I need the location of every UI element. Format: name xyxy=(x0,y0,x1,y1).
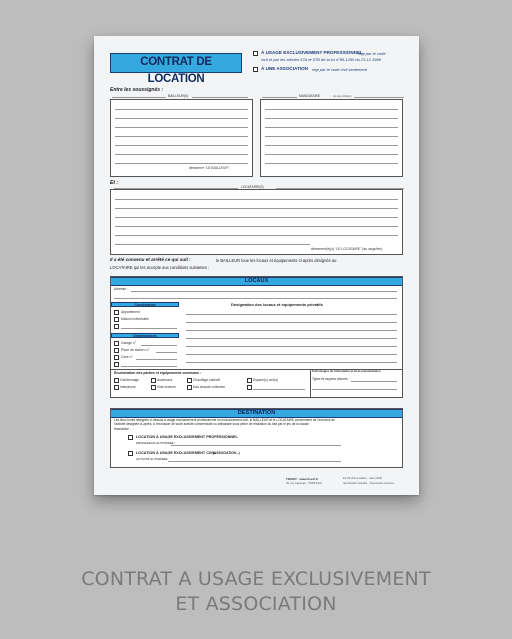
commun-eau-chaude: Eau chaude collective xyxy=(193,384,226,389)
footer-reference: EC 09 (7ème édition - mars 2024) xyxy=(343,477,383,480)
consistance-appartement-checkbox[interactable] xyxy=(114,310,119,315)
consistance-other-checkbox[interactable] xyxy=(114,324,119,329)
contract-title: CONTRAT DE LOCATION xyxy=(140,56,212,85)
destination-text-1: Les lieux loués désignés ci-dessus à usage exclusivement professionnel ou exclusivement civil, le BAILLEUR et le LOCATAIRE conviennent de l'exercice de xyxy=(114,417,335,422)
footer-address: 36, rue Lagrange · 75005 Paris xyxy=(286,482,322,485)
espaces-verts-checkbox[interactable] xyxy=(247,378,252,383)
destination-text-3: résolutoire : xyxy=(114,426,131,431)
locaux-section xyxy=(110,276,403,398)
contract-title-box xyxy=(110,53,242,85)
consistance-maison: Maison individuelle xyxy=(121,316,149,321)
option-professionnel-law: civil et par les articles 57A et 57B de la loi n°86-1290 du 23.12.1986 xyxy=(261,57,381,62)
bailleur-label: BAILLEUR(S) xyxy=(168,94,189,98)
commun-gardiennage: Gardiennage xyxy=(120,377,140,382)
between-label: Entre les soussignés : xyxy=(110,87,164,93)
footer-brand: TISSOT · www.tissot.fr xyxy=(286,477,319,481)
garage-checkbox[interactable] xyxy=(114,341,119,346)
locaux-header: LOCAUX xyxy=(111,277,402,286)
caption-line-2: ET ASSOCIATION xyxy=(175,593,337,615)
footer-reproduction: reproduction interdite · Sous toutes réserves xyxy=(343,482,395,485)
mandataire-box[interactable] xyxy=(260,99,403,177)
commun-ascenseur: Ascenseur xyxy=(157,377,173,382)
et-label: Et : xyxy=(110,180,119,186)
caption-line-1: CONTRAT A USAGE EXCLUSIVEMENT xyxy=(81,568,431,590)
interphone-checkbox[interactable] xyxy=(114,385,119,390)
denomme-locataire: dénommé(e)(s) "LE LOCATAIRE" (au singulier), xyxy=(311,247,383,251)
cave-checkbox[interactable] xyxy=(114,355,119,360)
option-association-label: À UNE ASSOCIATION xyxy=(261,66,308,71)
dependance-garage: Garage n° xyxy=(121,340,137,345)
loc-civ-note: (ASSOCIATION...) xyxy=(213,451,240,455)
dependances-header: Dépendances xyxy=(111,333,179,338)
convenu-text-1: le BAILLEUR loue les locaux et équipements ci-après désignés au xyxy=(216,257,337,263)
locataire-label: LOCATAIRE(S) xyxy=(241,185,264,189)
vide-ordures-checkbox[interactable] xyxy=(151,385,156,390)
techno-line: Types et moyens d'accès : xyxy=(312,377,350,381)
chauffage-checkbox[interactable] xyxy=(187,378,192,383)
commun-interphone: Interphone xyxy=(120,384,136,389)
activite-label: ACTIVITÉ AUTORISÉE : xyxy=(136,457,170,461)
option-professionnel-suffix: régi par le code xyxy=(358,50,386,56)
dependance-parking: Place de station¹ n° xyxy=(121,347,150,352)
eau-chaude-checkbox[interactable] xyxy=(187,385,192,390)
consistance-appartement: Appartement xyxy=(121,309,140,314)
gardiennage-checkbox[interactable] xyxy=(114,378,119,383)
commun-espaces-verts: Espace(s) vert(s) xyxy=(253,377,279,382)
contract-form-sheet xyxy=(94,36,419,495)
denomme-bailleur: dénommé "LE BAILLEUR", xyxy=(189,166,230,170)
dependance-cave: Cave n° xyxy=(121,354,133,359)
bailleur-box[interactable] xyxy=(110,99,253,177)
destination-text-2: l'activité désignée ci-après, à l'exclusion de toute activité commerciale ou artisanale sous peine de résiliation du bail par le jeu de la clause xyxy=(114,422,309,426)
destination-header: DESTINATION xyxy=(111,409,402,418)
option-professionnel-label: À USAGE EXCLUSIVEMENT PROFESSIONNEL xyxy=(261,50,363,55)
convenu-label: Il a été convenu et arrêté ce qui suit : xyxy=(110,257,191,262)
locataire-box[interactable] xyxy=(110,189,403,255)
enum-header: Énumération des parties et équipements communs : xyxy=(114,371,202,375)
option-association-checkbox[interactable] xyxy=(253,67,258,72)
destination-section xyxy=(110,408,403,468)
techno-header: Technologies de l'information et de la communication xyxy=(312,370,381,373)
mandataire-note: (le cas échéant) xyxy=(333,94,352,98)
profession-label: PROFESSION AUTORISÉE : xyxy=(136,441,176,445)
convenu-text-2: LOCATAIRE qui les accepte aux conditions suivantes : xyxy=(110,264,210,270)
consistance-header: Consistance xyxy=(111,302,179,307)
adresse-label: Adresse : xyxy=(114,287,128,291)
ascenseur-checkbox[interactable] xyxy=(151,378,156,383)
option-association-suffix: régi par le code civil seulement xyxy=(312,66,367,72)
loc-pro-checkbox[interactable] xyxy=(128,435,133,440)
mandataire-label: MANDATAIRE xyxy=(299,94,321,98)
dependance-other-checkbox[interactable] xyxy=(114,362,119,367)
consistance-maison-checkbox[interactable] xyxy=(114,317,119,322)
parking-checkbox[interactable] xyxy=(114,348,119,353)
commun-chauffage: Chauffage collectif xyxy=(193,377,221,382)
designation-header: Désignation des locaux et équipements privatifs xyxy=(231,302,323,307)
loc-pro-label: LOCATION À USAGE EXCLUSIVEMENT PROFESSIONNEL xyxy=(136,434,238,439)
option-professionnel-checkbox[interactable] xyxy=(253,51,258,56)
loc-civ-checkbox[interactable] xyxy=(128,451,133,456)
commun-other-checkbox[interactable] xyxy=(247,385,252,390)
commun-vide-ordures: Vide-ordures xyxy=(157,384,176,389)
loc-civ-label: LOCATION À USAGE EXCLUSIVEMENT CIVIL xyxy=(136,450,216,455)
